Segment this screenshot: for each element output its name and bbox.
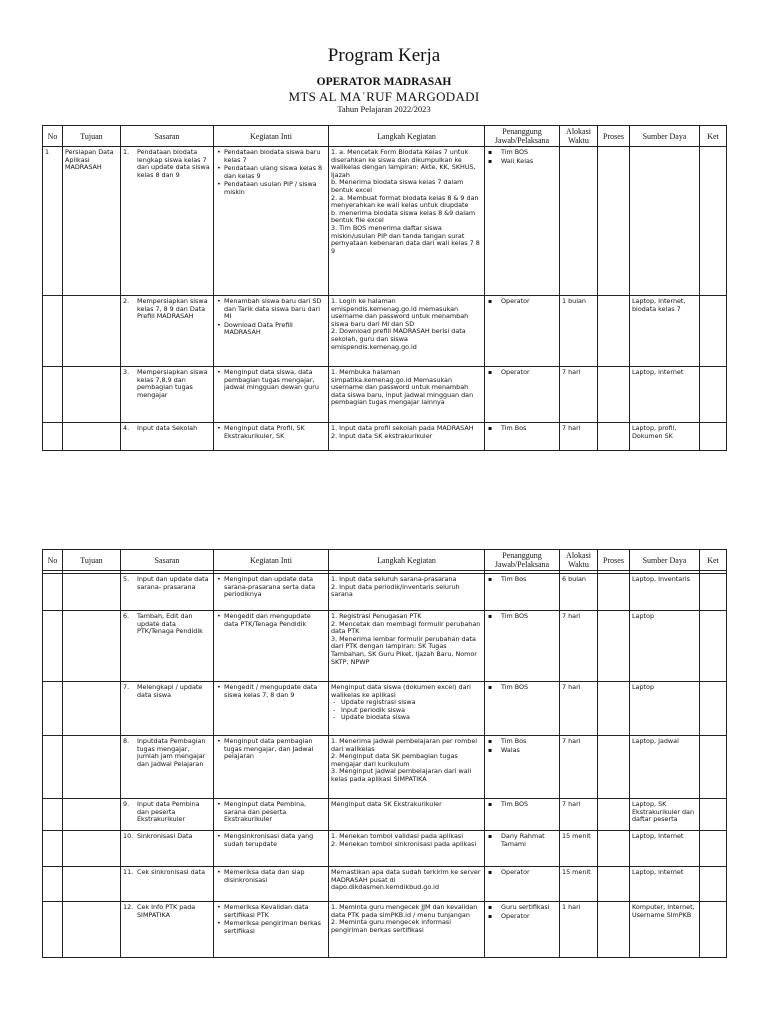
sasaran-label: Sinkronisasi Data xyxy=(137,832,193,840)
langkah-item: 1. Login ke halaman emispendis.kemenag.go.id memasukan username dan password untuk menambah siswa baru dari MI dan SD xyxy=(331,297,469,328)
sasaran-label: Mempersiapkan siswa kelas 7,8,9 dan pembagian tugas mengajar xyxy=(137,368,208,399)
kegiatan-list xyxy=(216,738,326,761)
cell-tujuan xyxy=(63,367,121,423)
cell-sasaran xyxy=(121,296,214,367)
col-sumber-daya: Sumber Daya xyxy=(630,550,700,571)
cell-penanggung-jawab xyxy=(485,682,560,736)
cell-langkah-kegiatan xyxy=(329,867,485,902)
cell-alokasi-waktu: 15 menit xyxy=(560,867,598,902)
cell-proses xyxy=(598,611,630,682)
sasaran-label: Mempersiapkan siswa kelas 7, 8 9 dan Data Prefill MADRASAH xyxy=(137,297,208,321)
cell-tujuan xyxy=(63,902,121,958)
cell-no xyxy=(43,296,63,367)
cell-langkah-kegiatan xyxy=(329,831,485,867)
col-sasaran: Sasaran xyxy=(121,550,214,571)
langkah-list xyxy=(331,904,482,934)
document-subtitle: OPERATOR MADRASAH xyxy=(316,76,452,88)
table-row xyxy=(43,367,727,423)
sasaran-text xyxy=(123,833,211,841)
kegiatan-list xyxy=(216,298,326,337)
pj-item: ▪ Operator xyxy=(487,869,557,877)
langkah-item: 1. Input data profil sekolah pada MADRASAH xyxy=(331,424,474,432)
langkah-item: - Update registrasi siswa xyxy=(331,699,482,707)
table-row xyxy=(43,682,727,736)
cell-ket xyxy=(700,682,727,736)
cell-alokasi-waktu: 7 hari xyxy=(560,367,598,423)
langkah-item: 2. Input data periodik/inventaris seluruh sarana xyxy=(331,582,460,599)
sasaran-number: 8. xyxy=(123,737,130,745)
pj-item: ▪ Tim BOS xyxy=(487,613,557,621)
langkah-item: 2. a. Membuat format biodata kelas 8 & 9 dan menyerahkan ke wali kelas untuk diupdate xyxy=(331,193,479,210)
kegiatan-item: • Menginput dan update data sarana-prasarana serta data periodiknya xyxy=(216,576,326,599)
col-tujuan: Tujuan xyxy=(63,126,121,147)
langkah-list xyxy=(331,298,482,351)
sasaran-number: 9. xyxy=(123,800,130,808)
col-penanggung-jawab: Penanggung Jawab/Pelaksana xyxy=(485,126,560,147)
kegiatan-item: • Menginput data Pembina, sarana dan peserta Ekstrakurikuler xyxy=(216,801,326,824)
pj-item: ▪ Operator xyxy=(487,298,557,306)
cell-ket xyxy=(700,611,727,682)
cell-kegiatan-inti xyxy=(214,367,329,423)
sasaran-text xyxy=(123,869,211,877)
cell-penanggung-jawab xyxy=(485,367,560,423)
sasaran-text xyxy=(123,613,211,636)
work-program-table-2 xyxy=(42,549,727,958)
sasaran-label: Input data Pembina dan peserta Ekstrakurikuler xyxy=(137,800,200,824)
col-tujuan: Tujuan xyxy=(63,550,121,571)
pj-item: ▪ Tim BOS xyxy=(487,684,557,692)
sasaran-number: 2. xyxy=(123,297,130,305)
table-row xyxy=(43,831,727,867)
pj-list xyxy=(487,576,557,584)
pj-list xyxy=(487,801,557,809)
cell-sumber-daya: Laptop, profil, Dokumen SK xyxy=(630,423,700,451)
langkah-item: b. menerima biodata siswa kelas 8 &9 dalam bentuk file excel xyxy=(331,208,476,225)
cell-alokasi-waktu: 1 bulan xyxy=(560,296,598,367)
cell-ket xyxy=(700,423,727,451)
cell-ket xyxy=(700,736,727,799)
table-row xyxy=(43,867,727,902)
langkah-list xyxy=(331,425,482,440)
pj-list xyxy=(487,833,557,848)
sasaran-text xyxy=(123,801,211,824)
kegiatan-item: • Pendataan usulan PIP / siswa miskin xyxy=(216,181,326,196)
sasaran-text xyxy=(123,425,211,433)
cell-tujuan xyxy=(63,831,121,867)
cell-proses xyxy=(598,296,630,367)
cell-ket xyxy=(700,574,727,611)
pj-item: ▪ Tim Bos xyxy=(487,425,557,433)
pj-list xyxy=(487,369,557,377)
cell-ket xyxy=(700,867,727,902)
langkah-item: b. Menerima biodata siswa kelas 7 dalam bentuk excel xyxy=(331,178,464,194)
cell-proses xyxy=(598,367,630,423)
cell-no xyxy=(43,367,63,423)
cell-sumber-daya xyxy=(630,147,700,296)
kegiatan-item: • Memeriksa pengiriman berkas sertifikasi xyxy=(216,920,326,935)
table-row xyxy=(43,902,727,958)
cell-no xyxy=(43,423,63,451)
kegiatan-list xyxy=(216,801,326,824)
cell-langkah-kegiatan xyxy=(329,799,485,831)
col-langkah-kegiatan: Langkah Kegiatan xyxy=(329,126,485,147)
table-header-row xyxy=(43,126,727,147)
kegiatan-list xyxy=(216,576,326,599)
academic-year: Tahun Pelajaran 2022/2023 xyxy=(337,104,431,114)
cell-no xyxy=(43,902,63,958)
cell-kegiatan-inti xyxy=(214,799,329,831)
sasaran-text xyxy=(123,738,211,768)
cell-tujuan xyxy=(63,423,121,451)
kegiatan-list xyxy=(216,904,326,935)
cell-langkah-kegiatan xyxy=(329,902,485,958)
pj-list xyxy=(487,869,557,877)
sasaran-text xyxy=(123,576,211,591)
kegiatan-item: • Mengedit / mengupdate data siswa kelas 7, 8 dan 9 xyxy=(216,684,326,699)
table-row xyxy=(43,296,727,367)
col-kegiatan-inti: Kegiatan Inti xyxy=(214,126,329,147)
pj-item: ▪ Tim Bos xyxy=(487,576,557,584)
langkah-item: 2. Meminta guru mengecek informasi pengiriman berkas sertifikasi xyxy=(331,918,452,934)
pj-item: ▪ Walas xyxy=(487,747,557,755)
table-row xyxy=(43,736,727,799)
cell-kegiatan-inti xyxy=(214,611,329,682)
langkah-item: 1. Registrasi Penugasan PTK xyxy=(331,612,422,620)
cell-sumber-daya: Laptop, internet xyxy=(630,367,700,423)
cell-penanggung-jawab xyxy=(485,147,560,296)
table-row xyxy=(43,799,727,831)
kegiatan-list xyxy=(216,833,326,848)
document-title: Program Kerja xyxy=(327,45,441,66)
pj-item: ▪ Guru sertifikasi xyxy=(487,904,557,912)
cell-kegiatan-inti xyxy=(214,296,329,367)
col-langkah-kegiatan: Langkah Kegiatan xyxy=(329,550,485,571)
cell-penanggung-jawab xyxy=(485,574,560,611)
cell-sumber-daya: Laptop, Internet xyxy=(630,831,700,867)
table-row xyxy=(43,611,727,682)
kegiatan-item: • Memeriksa Kevalidan data sertifikasi PTK xyxy=(216,904,326,919)
cell-ket xyxy=(700,367,727,423)
sasaran-label: Input dan update data sarana- prasarana xyxy=(137,575,209,591)
cell-penanggung-jawab xyxy=(485,296,560,367)
pj-list xyxy=(487,425,557,433)
kegiatan-list xyxy=(216,613,326,628)
cell-sumber-daya: Laptop, Jadwal xyxy=(630,736,700,799)
sasaran-label: Pendataan biodata lengkap siswa kelas 7 dan update data siswa kelas 8 dan 9 xyxy=(137,148,210,179)
cell-alokasi-waktu: 15 menit xyxy=(560,831,598,867)
pj-list xyxy=(487,738,557,754)
col-alokasi-waktu: Alokasi Waktu xyxy=(560,126,598,147)
cell-kegiatan-inti xyxy=(214,867,329,902)
cell-langkah-kegiatan xyxy=(329,423,485,451)
cell-langkah-kegiatan xyxy=(329,367,485,423)
langkah-item: 2. Menekan tombol sinkronisasi pada aplikasi xyxy=(331,839,477,848)
cell-sasaran xyxy=(121,423,214,451)
col-no: No xyxy=(43,550,63,571)
sasaran-text xyxy=(123,149,211,179)
langkah-intro: Menginput data siswa (dokumen excel) dari walikelas ke aplikasi xyxy=(331,683,471,699)
cell-proses xyxy=(598,799,630,831)
cell-tujuan: Persiapan Data Aplikasi MADRASAH xyxy=(63,147,121,296)
cell-kegiatan-inti xyxy=(214,423,329,451)
pj-list xyxy=(487,613,557,621)
col-penanggung-jawab: Penanggung Jawab/Pelaksana xyxy=(485,550,560,571)
sasaran-number: 3. xyxy=(123,368,130,376)
table-row xyxy=(43,423,727,451)
langkah-intro: Memastikan apa data sudah terkirim ke server MADRASAH pusat di dapo.dikdasmen.kemdikbud.go.id xyxy=(331,868,481,892)
cell-sasaran xyxy=(121,831,214,867)
langkah-list xyxy=(331,833,482,848)
cell-no xyxy=(43,799,63,831)
langkah-list xyxy=(331,738,482,784)
table-row xyxy=(43,147,727,296)
kegiatan-item: • Menginput data siswa, data pembagian tugas mengajar, jadwal mingguan dewan guru xyxy=(216,369,326,392)
cell-no xyxy=(43,682,63,736)
cell-penanggung-jawab xyxy=(485,736,560,799)
sasaran-label: Cek sinkronisasi data xyxy=(137,868,205,876)
cell-alokasi-waktu: 7 hari xyxy=(560,611,598,682)
col-proses: Proses xyxy=(598,126,630,147)
sasaran-label: Tambah, Edit dan update data PTK/Tenaga Pendidik xyxy=(137,612,203,636)
kegiatan-list xyxy=(216,369,326,392)
cell-tujuan xyxy=(63,611,121,682)
cell-kegiatan-inti xyxy=(214,736,329,799)
langkah-item: 1. Menekan tombol validasi pada aplikasi xyxy=(331,832,464,840)
kegiatan-item: • Download Data Prefill MADRASAH xyxy=(216,322,326,337)
cell-langkah-kegiatan xyxy=(329,611,485,682)
cell-alokasi-waktu: 1 hari xyxy=(560,902,598,958)
kegiatan-item: • Menginput data Profil, SK Ekstrakurikuler, SK xyxy=(216,425,326,440)
kegiatan-item: • Menginput data pembagian tugas mengajar, dan Jadwal pelajaran xyxy=(216,738,326,761)
langkah-item: 1. a. Mencetak Form Biodata Kelas 7 untuk diserahkan ke siswa dan dikumpulkan ke walikelas dengan lampiran: Akte, KK, SKHUS, Ijazah xyxy=(331,148,476,179)
sasaran-number: 6. xyxy=(123,612,130,620)
langkah-item: - Input periodik siswa xyxy=(331,707,482,715)
sasaran-label: Input data Sekolah xyxy=(137,424,198,432)
langkah-item: 1. Input data seluruh sarana-prasarana xyxy=(331,575,457,583)
cell-sumber-daya: Laptop xyxy=(630,682,700,736)
cell-no xyxy=(43,574,63,611)
cell-alokasi-waktu: 6 bulan xyxy=(560,574,598,611)
cell-sasaran xyxy=(121,682,214,736)
langkah-item: 2. Input data SK ekstrakurikuler xyxy=(331,431,433,440)
sasaran-label: Melengkapi / update data siswa xyxy=(137,683,203,699)
sasaran-label: Cek Info PTK pada SIMPATIKA xyxy=(137,903,196,919)
pj-item: ▪ Dany Rahmat Tamami xyxy=(487,833,557,848)
cell-langkah-kegiatan xyxy=(329,736,485,799)
kegiatan-item: • Mengedit dan mengupdate data PTK/Tenaga Pendidik xyxy=(216,613,326,628)
col-kegiatan-inti: Kegiatan Inti xyxy=(214,550,329,571)
cell-sumber-daya: Komputer, Internet, Username SImPKB xyxy=(630,902,700,958)
cell-ket xyxy=(700,799,727,831)
col-alokasi-waktu: Alokasi Waktu xyxy=(560,550,598,571)
sasaran-number: 4. xyxy=(123,424,130,432)
langkah-item: 2. Menginput data SK pembagian tugas mengajar dari kurikulum xyxy=(331,752,458,768)
cell-sumber-daya: Laptop, Internet, biodata kelas 7 xyxy=(630,296,700,367)
cell-penanggung-jawab xyxy=(485,799,560,831)
sasaran-text xyxy=(123,904,211,919)
cell-sumber-daya: Laptop, SK Ekstrakurikuler dan daftar peserta xyxy=(630,799,700,831)
cell-no xyxy=(43,831,63,867)
cell-proses xyxy=(598,682,630,736)
cell-langkah-kegiatan xyxy=(329,682,485,736)
sasaran-number: 12. xyxy=(123,903,134,911)
cell-ket xyxy=(700,147,727,296)
langkah-item: 3. Menginput jadwal pembelajaran dari wali kelas pada aplikasi SIMPATIKA xyxy=(331,767,472,783)
col-sasaran: Sasaran xyxy=(121,126,214,147)
cell-penanggung-jawab xyxy=(485,611,560,682)
cell-proses xyxy=(598,423,630,451)
pj-list xyxy=(487,298,557,306)
cell-proses xyxy=(598,867,630,902)
pj-item: ▪ Operator xyxy=(487,913,557,921)
langkah-item: 3. Tim BOS menerima daftar siswa miskin/usulan PIP dan tanda tangan surat pernyataan kebenaran data dari wali kelas 7 8 9 xyxy=(331,223,480,255)
work-program-table-1 xyxy=(42,125,727,451)
cell-alokasi-waktu: 7 hari xyxy=(560,799,598,831)
cell-ket xyxy=(700,296,727,367)
langkah-intro: Menginput data SK Ekstrakurikuler xyxy=(331,800,442,808)
cell-tujuan xyxy=(63,682,121,736)
langkah-item: 2. Mencetak dan membagi formulir perubahan data PTK xyxy=(331,619,481,636)
cell-sasaran xyxy=(121,367,214,423)
col-sumber-daya: Sumber Daya xyxy=(630,126,700,147)
cell-no xyxy=(43,611,63,682)
cell-penanggung-jawab xyxy=(485,831,560,867)
kegiatan-item: • Pendataan ulang siswa kelas 8 dan kelas 9 xyxy=(216,165,326,180)
sasaran-number: 7. xyxy=(123,683,130,691)
kegiatan-item: • Menambah siswa baru dari SD dan Tarik data siswa baru dari MI xyxy=(216,298,326,321)
langkah-item: 1. Meminta guru mengecek JJM dan kevalidan data PTK pada simPKB.id / menu tunjangan xyxy=(331,903,478,919)
cell-no: 1 xyxy=(43,147,63,296)
langkah-item: 3. Menerima lembar formulir perubahan data dari PTK dengan lampiran: SK Tugas Tambahan, SK Guru Piket, Ijazah Baru, Nomor SKTP, NPWP xyxy=(331,634,477,666)
cell-langkah-kegiatan xyxy=(329,147,485,296)
sasaran-number: 10. xyxy=(123,832,134,840)
pj-item: ▪ Tim BOS xyxy=(487,801,557,809)
col-proses: Proses xyxy=(598,550,630,571)
pj-list xyxy=(487,149,557,165)
cell-no xyxy=(43,736,63,799)
col-ket: Ket xyxy=(700,550,727,571)
langkah-list xyxy=(331,613,482,666)
cell-proses xyxy=(598,736,630,799)
cell-ket xyxy=(700,902,727,958)
cell-sasaran xyxy=(121,867,214,902)
cell-penanggung-jawab xyxy=(485,867,560,902)
kegiatan-list xyxy=(216,425,326,440)
pj-list xyxy=(487,684,557,692)
sasaran-text xyxy=(123,684,211,699)
col-no: No xyxy=(43,126,63,147)
sasaran-text xyxy=(123,298,211,321)
langkah-item: 2. Download prefill MADRASAH berisi data sekolah, guru dan siswa emispendis.kemenag.go.id xyxy=(331,327,466,351)
cell-tujuan xyxy=(63,574,121,611)
cell-kegiatan-inti xyxy=(214,902,329,958)
langkah-list xyxy=(331,369,482,407)
sasaran-number: 11. xyxy=(123,868,134,876)
sasaran-number: 5. xyxy=(123,575,130,583)
pj-item: ▪ Operator xyxy=(487,369,557,377)
sasaran-number: 1. xyxy=(123,148,130,156)
cell-kegiatan-inti xyxy=(214,147,329,296)
table-row xyxy=(43,574,727,611)
langkah-list xyxy=(331,576,482,599)
sasaran-text xyxy=(123,369,211,399)
cell-kegiatan-inti xyxy=(214,574,329,611)
school-name: MTS AL MAʾRUF MARGODADI xyxy=(288,89,480,104)
cell-sasaran xyxy=(121,799,214,831)
cell-sumber-daya: Laptop, Inventaris xyxy=(630,574,700,611)
cell-tujuan xyxy=(63,867,121,902)
kegiatan-item: • Memeriksa data dan siap disinkronisasi xyxy=(216,869,326,884)
cell-tujuan xyxy=(63,296,121,367)
cell-kegiatan-inti xyxy=(214,831,329,867)
langkah-item: 1. Menerima jadwal pembelajaran per rombel dari walikelas xyxy=(331,737,478,753)
cell-sumber-daya: Laptop xyxy=(630,611,700,682)
langkah-item: 1. Membuka halaman simpatika.kemenag.go.id Memasukan username dan password untuk menambah data siswa baru, input jadwal mingguan dan pembagian tugas mengajar lainnya xyxy=(331,368,474,407)
langkah-item: - Update biodata siswa xyxy=(331,714,482,722)
cell-sasaran xyxy=(121,902,214,958)
pj-item: ▪ Tim Bos xyxy=(487,738,557,746)
cell-proses xyxy=(598,831,630,867)
cell-penanggung-jawab xyxy=(485,423,560,451)
langkah-list xyxy=(331,699,482,722)
cell-proses xyxy=(598,902,630,958)
pj-item: ▪ Wali Kelas xyxy=(487,158,557,166)
cell-kegiatan-inti xyxy=(214,682,329,736)
cell-sasaran xyxy=(121,736,214,799)
pj-list xyxy=(487,904,557,920)
cell-langkah-kegiatan xyxy=(329,296,485,367)
cell-sumber-daya: Laptop, internet xyxy=(630,867,700,902)
cell-proses xyxy=(598,147,630,296)
kegiatan-list xyxy=(216,149,326,197)
cell-tujuan xyxy=(63,799,121,831)
cell-alokasi-waktu xyxy=(560,147,598,296)
cell-tujuan xyxy=(63,736,121,799)
cell-langkah-kegiatan xyxy=(329,574,485,611)
cell-alokasi-waktu: 7 hari xyxy=(560,736,598,799)
cell-alokasi-waktu: 7 hari xyxy=(560,423,598,451)
cell-alokasi-waktu: 7 hari xyxy=(560,682,598,736)
col-ket: Ket xyxy=(700,126,727,147)
kegiatan-list xyxy=(216,869,326,884)
cell-sasaran xyxy=(121,147,214,296)
pj-item: ▪ Tim BOS xyxy=(487,149,557,157)
kegiatan-list xyxy=(216,684,326,699)
cell-penanggung-jawab xyxy=(485,902,560,958)
cell-proses xyxy=(598,574,630,611)
kegiatan-item: • Mengsinkronisasi data yang sudah terupdate xyxy=(216,833,326,848)
sasaran-label: Inputdata Pembagian tugas mengajar, jumlah jam mengajar dan Jadwal Pelajaran xyxy=(137,737,206,768)
langkah-list xyxy=(331,149,482,255)
cell-sasaran xyxy=(121,574,214,611)
kegiatan-item: • Pendataan biodata siswa baru kelas 7 xyxy=(216,149,326,164)
cell-no xyxy=(43,867,63,902)
cell-ket xyxy=(700,831,727,867)
cell-sasaran xyxy=(121,611,214,682)
table-header-row xyxy=(43,550,727,571)
